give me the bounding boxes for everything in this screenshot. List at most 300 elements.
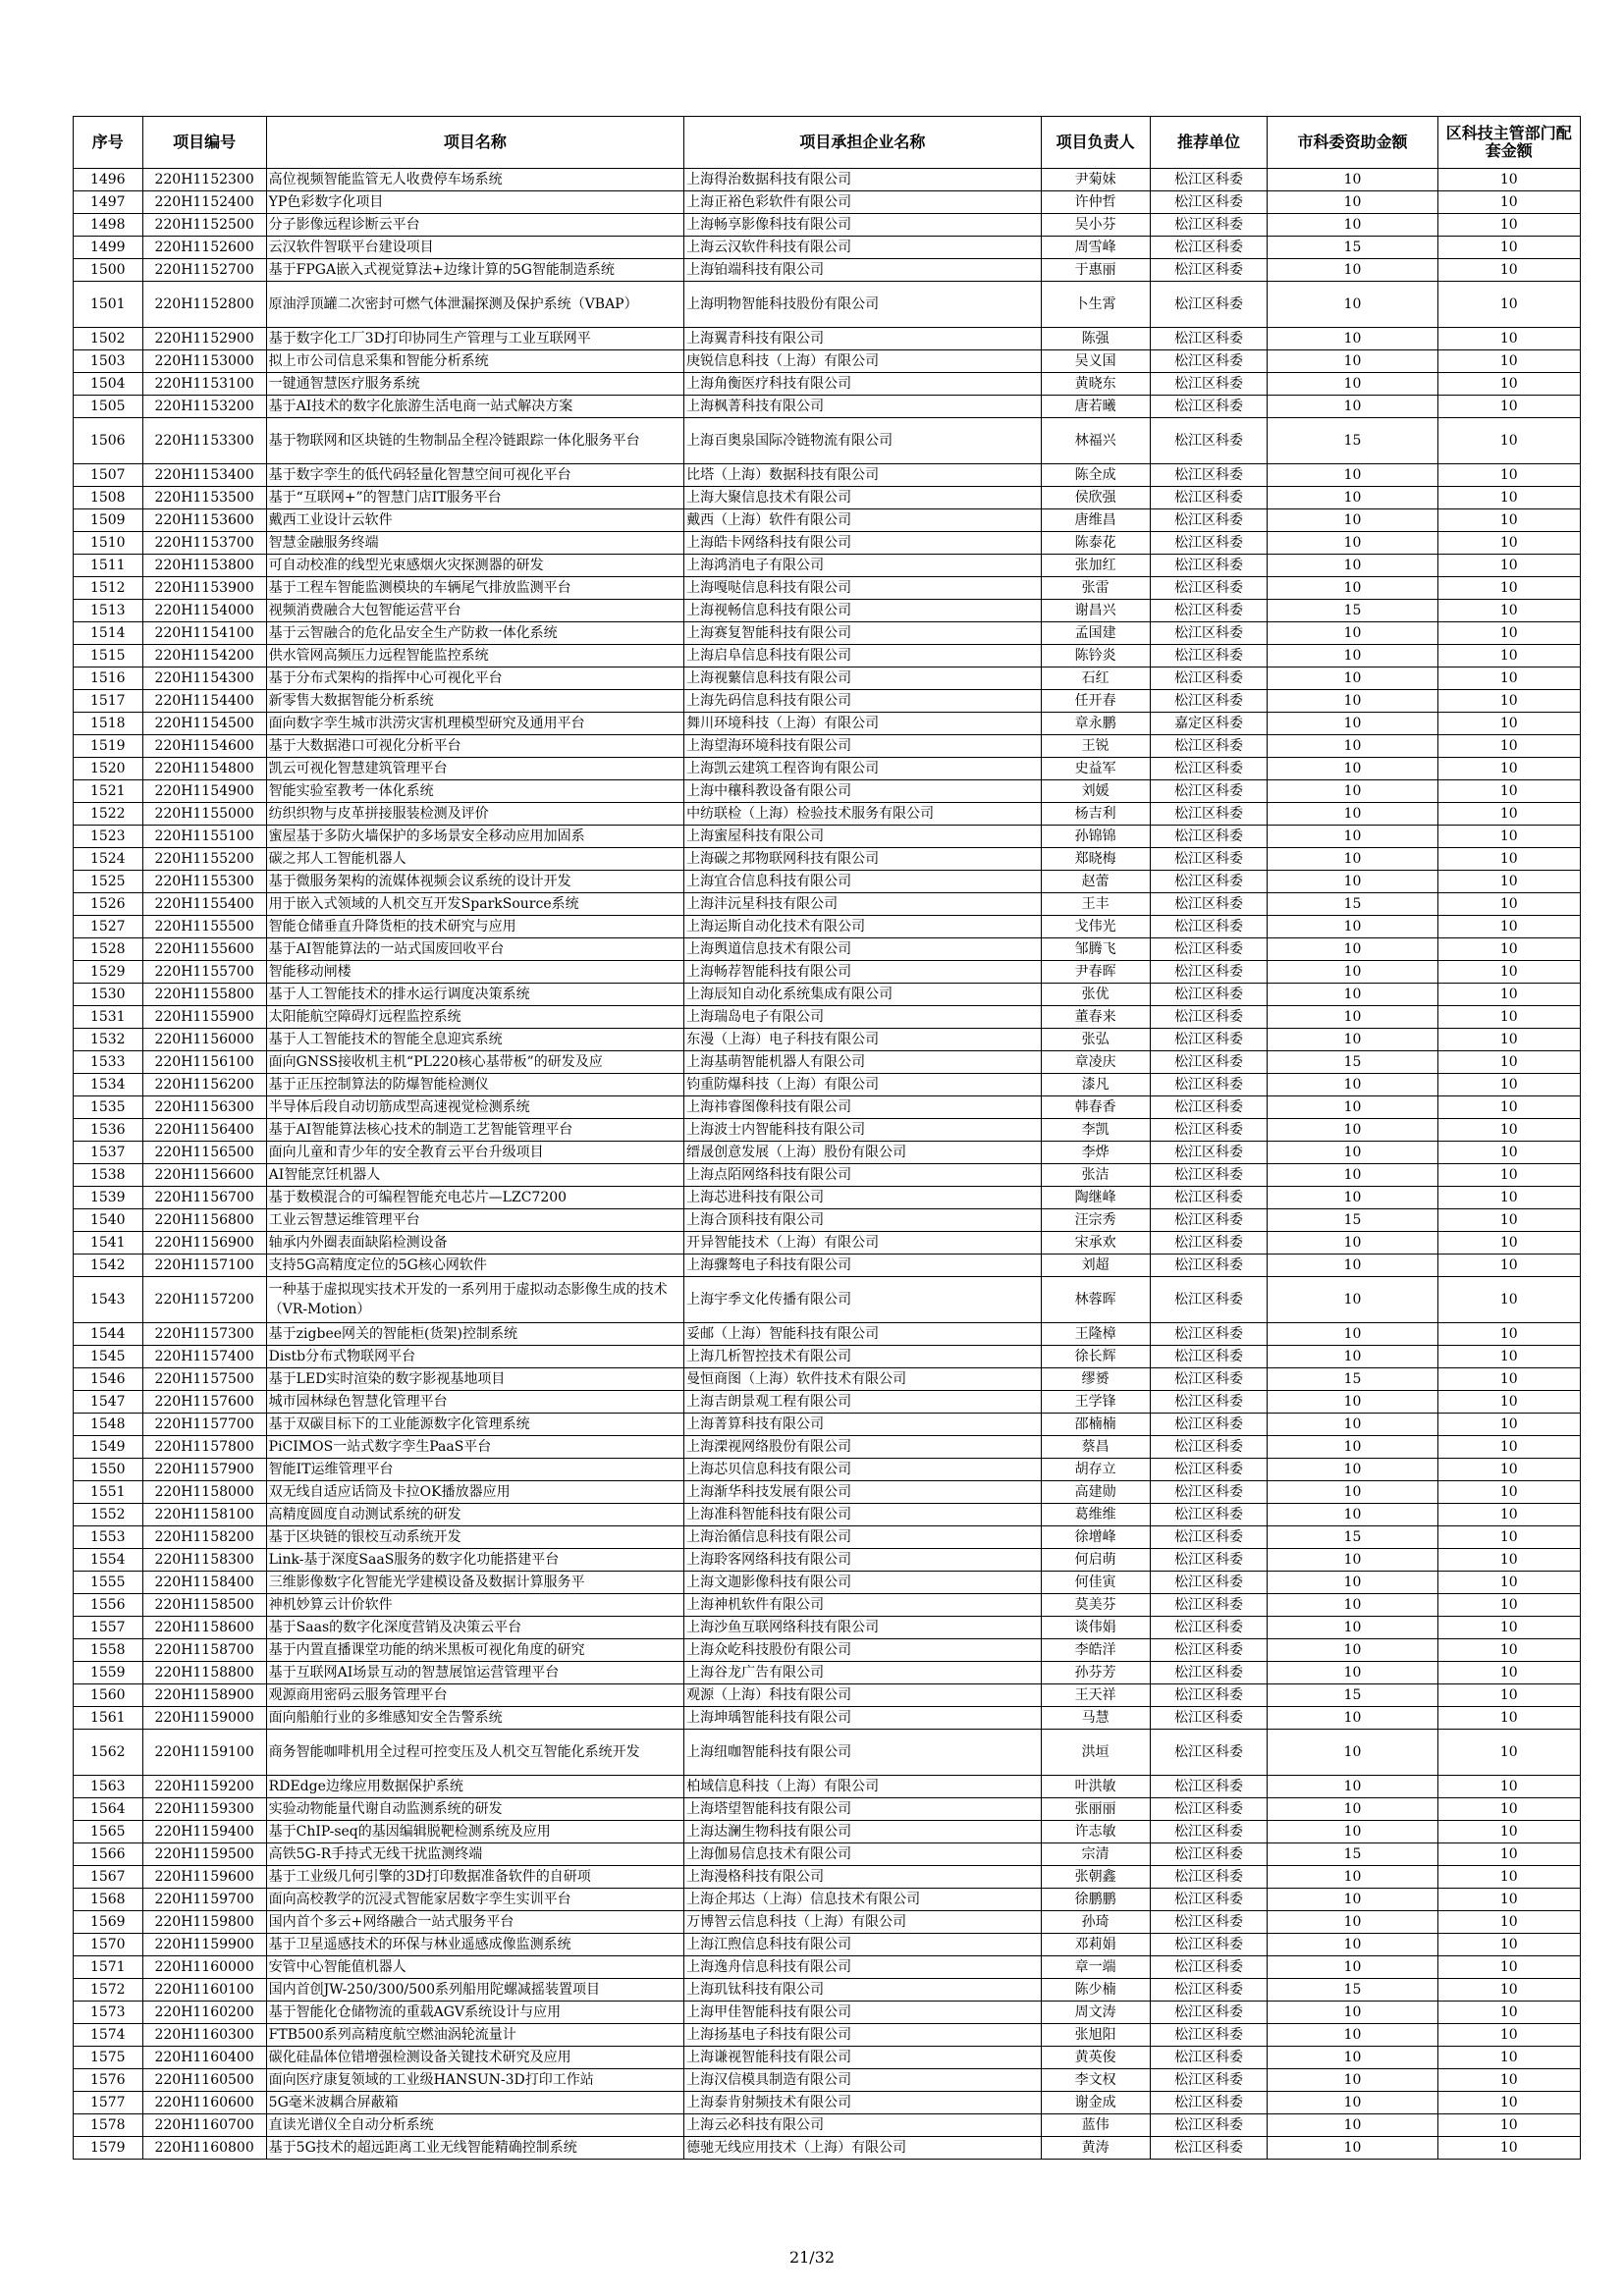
- cell-seq: 1548: [74, 1414, 143, 1436]
- table-row: [74, 396, 1581, 418]
- cell-district-funding: 10: [1437, 237, 1580, 259]
- cell-project-id: 220H1158500: [142, 1594, 266, 1617]
- cell-seq: 1550: [74, 1459, 143, 1481]
- cell-seq: 1496: [74, 169, 143, 191]
- table-row: [74, 418, 1581, 464]
- cell-project-id: 220H1156200: [142, 1074, 266, 1096]
- cell-district-funding: 10: [1437, 577, 1580, 600]
- cell-company: 上海沙鱼互联网络科技有限公司: [684, 1617, 1041, 1639]
- cell-city-funding: 10: [1268, 1029, 1437, 1051]
- cell-project-id: 220H1156400: [142, 1119, 266, 1142]
- cell-project-id: 220H1155400: [142, 893, 266, 916]
- cell-district-funding: 10: [1437, 464, 1580, 487]
- cell-seq: 1542: [74, 1255, 143, 1277]
- cell-leader: 尹春晖: [1041, 961, 1150, 984]
- cell-project-id: 220H1155900: [142, 1006, 266, 1029]
- cell-project-name: 戴西工业设计云软件: [266, 509, 683, 532]
- cell-project-name: 智能移动闸楼: [266, 961, 683, 984]
- cell-leader: 孙锦锦: [1041, 826, 1150, 848]
- cell-district-funding: 10: [1437, 780, 1580, 803]
- cell-company: 上海汉信模具制造有限公司: [684, 2069, 1041, 2092]
- cell-project-name: 基于区块链的银校互动系统开发: [266, 1526, 683, 1549]
- cell-company: 上海辰知自动化系统集成有限公司: [684, 984, 1041, 1006]
- cell-city-funding: 10: [1268, 487, 1437, 509]
- cell-leader: 洪垣: [1041, 1730, 1150, 1776]
- cell-company: 上海蜜屋科技有限公司: [684, 826, 1041, 848]
- cell-recommender: 松江区科委: [1150, 487, 1268, 509]
- cell-project-name: 安管中心智能值机器人: [266, 1956, 683, 1979]
- cell-recommender: 松江区科委: [1150, 418, 1268, 464]
- cell-company: 上海漫格科技有限公司: [684, 1866, 1041, 1889]
- cell-seq: 1574: [74, 2024, 143, 2047]
- cell-leader: 李凯: [1041, 1119, 1150, 1142]
- cell-leader: 任开春: [1041, 690, 1150, 713]
- cell-project-id: 220H1160100: [142, 1979, 266, 2002]
- cell-leader: 王锐: [1041, 735, 1150, 758]
- cell-company: 上海中穰科教设备有限公司: [684, 780, 1041, 803]
- cell-recommender: 松江区科委: [1150, 1187, 1268, 1209]
- cell-seq: 1516: [74, 667, 143, 690]
- cell-city-funding: 15: [1268, 600, 1437, 622]
- cell-city-funding: 10: [1268, 803, 1437, 826]
- cell-project-id: 220H1158600: [142, 1617, 266, 1639]
- cell-leader: 邓莉娟: [1041, 1934, 1150, 1956]
- cell-leader: 张雷: [1041, 577, 1150, 600]
- cell-project-name: 基于智能化仓储物流的重载AGV系统设计与应用: [266, 2002, 683, 2024]
- cell-leader: 宋承欢: [1041, 1232, 1150, 1255]
- cell-project-name: 基于人工智能技术的排水运行调度决策系统: [266, 984, 683, 1006]
- table-row: [74, 780, 1581, 803]
- cell-company: 柏域信息科技（上海）有限公司: [684, 1776, 1041, 1798]
- cell-project-name: 基于FPGA嵌入式视觉算法+边缘计算的5G智能制造系统: [266, 259, 683, 282]
- cell-recommender: 松江区科委: [1150, 1866, 1268, 1889]
- cell-recommender: 松江区科委: [1150, 1934, 1268, 1956]
- cell-leader: 刘媛: [1041, 780, 1150, 803]
- cell-recommender: 松江区科委: [1150, 1956, 1268, 1979]
- table-row: [74, 1006, 1581, 1029]
- cell-seq: 1506: [74, 418, 143, 464]
- cell-leader: 林福兴: [1041, 418, 1150, 464]
- cell-project-id: 220H1159800: [142, 1911, 266, 1934]
- cell-city-funding: 10: [1268, 1934, 1437, 1956]
- table-row: [74, 600, 1581, 622]
- cell-project-id: 220H1153600: [142, 509, 266, 532]
- cell-district-funding: 10: [1437, 713, 1580, 735]
- cell-district-funding: 10: [1437, 214, 1580, 237]
- cell-seq: 1575: [74, 2047, 143, 2069]
- cell-leader: 章凌庆: [1041, 1051, 1150, 1074]
- cell-seq: 1513: [74, 600, 143, 622]
- table-row: [74, 1684, 1581, 1707]
- cell-project-name: 基于工程车智能监测模块的车辆尾气排放监测平台: [266, 577, 683, 600]
- cell-project-id: 220H1160700: [142, 2114, 266, 2137]
- cell-company: 上海赛复智能科技有限公司: [684, 622, 1041, 645]
- cell-project-name: 基于互联网AI场景互动的智慧展馆运营管理平台: [266, 1662, 683, 1684]
- cell-project-id: 220H1158200: [142, 1526, 266, 1549]
- cell-recommender: 松江区科委: [1150, 1006, 1268, 1029]
- cell-district-funding: 10: [1437, 690, 1580, 713]
- cell-leader: 戈伟光: [1041, 916, 1150, 938]
- table-row: [74, 1866, 1581, 1889]
- cell-project-id: 220H1159600: [142, 1866, 266, 1889]
- cell-leader: 杨吉利: [1041, 803, 1150, 826]
- cell-district-funding: 10: [1437, 1821, 1580, 1843]
- table-row: [74, 916, 1581, 938]
- cell-project-id: 220H1155700: [142, 961, 266, 984]
- cell-leader: 陈全成: [1041, 464, 1150, 487]
- cell-district-funding: 10: [1437, 1617, 1580, 1639]
- table-row: [74, 984, 1581, 1006]
- cell-recommender: 松江区科委: [1150, 350, 1268, 373]
- cell-district-funding: 10: [1437, 1481, 1580, 1504]
- cell-project-name: 视频消费融合大包智能运营平台: [266, 600, 683, 622]
- cell-project-id: 220H1155200: [142, 848, 266, 871]
- cell-recommender: 松江区科委: [1150, 600, 1268, 622]
- cell-project-id: 220H1160300: [142, 2024, 266, 2047]
- cell-leader: 于惠丽: [1041, 259, 1150, 282]
- cell-recommender: 松江区科委: [1150, 1526, 1268, 1549]
- table-row: [74, 1776, 1581, 1798]
- cell-district-funding: 10: [1437, 1119, 1580, 1142]
- cell-project-name: PiCIMOS一站式数字孪生PaaS平台: [266, 1436, 683, 1459]
- cell-district-funding: 10: [1437, 1414, 1580, 1436]
- cell-project-name: 基于物联网和区块链的生物制品全程冷链跟踪一体化服务平台: [266, 418, 683, 464]
- table-row: [74, 1639, 1581, 1662]
- cell-recommender: 松江区科委: [1150, 1391, 1268, 1414]
- cell-project-id: 220H1157800: [142, 1436, 266, 1459]
- cell-project-name: 基于ChIP-seq的基因编辑脱靶检测系统及应用: [266, 1821, 683, 1843]
- header-recommender: 推荐单位: [1150, 117, 1268, 169]
- cell-seq: 1535: [74, 1096, 143, 1119]
- cell-recommender: 松江区科委: [1150, 1323, 1268, 1346]
- cell-seq: 1499: [74, 237, 143, 259]
- cell-district-funding: 10: [1437, 600, 1580, 622]
- cell-seq: 1541: [74, 1232, 143, 1255]
- cell-recommender: 松江区科委: [1150, 1889, 1268, 1911]
- cell-recommender: 松江区科委: [1150, 645, 1268, 667]
- cell-project-name: 面向GNSS接收机主机“PL220核心基带板”的研发及应: [266, 1051, 683, 1074]
- cell-project-name: 基于人工智能技术的智能全息迎宾系统: [266, 1029, 683, 1051]
- cell-seq: 1519: [74, 735, 143, 758]
- table-header-row: [74, 117, 1581, 169]
- cell-project-id: 220H1152700: [142, 259, 266, 282]
- cell-recommender: 松江区科委: [1150, 2024, 1268, 2047]
- table-row: [74, 2137, 1581, 2160]
- table-row: [74, 1889, 1581, 1911]
- cell-project-id: 220H1153200: [142, 396, 266, 418]
- cell-seq: 1528: [74, 938, 143, 961]
- cell-city-funding: 15: [1268, 1684, 1437, 1707]
- cell-project-id: 220H1159900: [142, 1934, 266, 1956]
- table-row: [74, 1798, 1581, 1821]
- header-company: 项目承担企业名称: [684, 117, 1041, 169]
- cell-seq: 1518: [74, 713, 143, 735]
- cell-district-funding: 10: [1437, 1843, 1580, 1866]
- table-row: [74, 1934, 1581, 1956]
- cell-project-id: 220H1158400: [142, 1572, 266, 1594]
- cell-project-name: AI智能烹饪机器人: [266, 1164, 683, 1187]
- table-row: [74, 1323, 1581, 1346]
- cell-leader: 蓝伟: [1041, 2114, 1150, 2137]
- cell-city-funding: 10: [1268, 1594, 1437, 1617]
- cell-project-name: 蜜屋基于多防火墙保护的多场景安全移动应用加固系: [266, 826, 683, 848]
- cell-project-id: 220H1153800: [142, 555, 266, 577]
- table-row: [74, 577, 1581, 600]
- cell-city-funding: 10: [1268, 532, 1437, 555]
- cell-project-id: 220H1152400: [142, 191, 266, 214]
- cell-leader: 黄英俊: [1041, 2047, 1150, 2069]
- cell-project-name: 基于数字化工厂3D打印协同生产管理与工业互联网平: [266, 328, 683, 350]
- cell-district-funding: 10: [1437, 2024, 1580, 2047]
- cell-project-id: 220H1156800: [142, 1209, 266, 1232]
- cell-recommender: 松江区科委: [1150, 1459, 1268, 1481]
- cell-project-name: 基于Saas的数字化深度营销及决策云平台: [266, 1617, 683, 1639]
- cell-company: 上海百奥泉国际冷链物流有限公司: [684, 418, 1041, 464]
- cell-project-id: 220H1152900: [142, 328, 266, 350]
- cell-leader: 徐增峰: [1041, 1526, 1150, 1549]
- cell-project-id: 220H1154600: [142, 735, 266, 758]
- cell-seq: 1573: [74, 2002, 143, 2024]
- cell-project-name: 基于AI智能算法的一站式国废回收平台: [266, 938, 683, 961]
- cell-company: 东漫（上海）电子科技有限公司: [684, 1029, 1041, 1051]
- cell-project-id: 220H1158800: [142, 1662, 266, 1684]
- table-row: [74, 871, 1581, 893]
- cell-district-funding: 10: [1437, 1662, 1580, 1684]
- cell-seq: 1511: [74, 555, 143, 577]
- cell-seq: 1538: [74, 1164, 143, 1187]
- cell-project-id: 220H1156300: [142, 1096, 266, 1119]
- cell-recommender: 松江区科委: [1150, 1662, 1268, 1684]
- cell-company: 开异智能技术（上海）有限公司: [684, 1232, 1041, 1255]
- cell-city-funding: 10: [1268, 938, 1437, 961]
- cell-district-funding: 10: [1437, 1594, 1580, 1617]
- cell-project-id: 220H1157900: [142, 1459, 266, 1481]
- cell-leader: 李皓洋: [1041, 1639, 1150, 1662]
- cell-leader: 汪宗秀: [1041, 1209, 1150, 1232]
- cell-city-funding: 10: [1268, 961, 1437, 984]
- cell-project-id: 220H1156000: [142, 1029, 266, 1051]
- cell-leader: 马慧: [1041, 1707, 1150, 1730]
- cell-district-funding: 10: [1437, 1255, 1580, 1277]
- cell-project-name: 支持5G高精度定位的5G核心网软件: [266, 1255, 683, 1277]
- cell-recommender: 松江区科委: [1150, 893, 1268, 916]
- cell-leader: 董春来: [1041, 1006, 1150, 1029]
- cell-project-name: 基于LED实时渲染的数字影视基地项目: [266, 1368, 683, 1391]
- cell-project-name: 一键通智慧医疗服务系统: [266, 373, 683, 396]
- cell-city-funding: 10: [1268, 1776, 1437, 1798]
- cell-city-funding: 10: [1268, 1889, 1437, 1911]
- cell-project-name: 碳之邦人工智能机器人: [266, 848, 683, 871]
- cell-project-id: 220H1153500: [142, 487, 266, 509]
- cell-city-funding: 15: [1268, 1368, 1437, 1391]
- cell-city-funding: 10: [1268, 2047, 1437, 2069]
- cell-company: 上海云汉软件科技有限公司: [684, 237, 1041, 259]
- cell-district-funding: 10: [1437, 1277, 1580, 1323]
- cell-city-funding: 10: [1268, 1187, 1437, 1209]
- cell-project-id: 220H1159500: [142, 1843, 266, 1866]
- cell-seq: 1507: [74, 464, 143, 487]
- cell-recommender: 松江区科委: [1150, 2069, 1268, 2092]
- cell-project-id: 220H1155100: [142, 826, 266, 848]
- cell-seq: 1509: [74, 509, 143, 532]
- cell-project-name: 供水管网高频压力远程智能监控系统: [266, 645, 683, 667]
- cell-recommender: 松江区科委: [1150, 1232, 1268, 1255]
- table-row: [74, 1459, 1581, 1481]
- cell-recommender: 松江区科委: [1150, 758, 1268, 780]
- header-city-funding: 市科委资助金额: [1268, 117, 1437, 169]
- cell-company: 妥邮（上海）智能科技有限公司: [684, 1323, 1041, 1346]
- cell-district-funding: 10: [1437, 509, 1580, 532]
- cell-company: 上海甲佳智能科技有限公司: [684, 2002, 1041, 2024]
- cell-company: 上海合顶科技有限公司: [684, 1209, 1041, 1232]
- cell-project-id: 220H1159700: [142, 1889, 266, 1911]
- cell-recommender: 松江区科委: [1150, 1594, 1268, 1617]
- cell-leader: 何佳寅: [1041, 1572, 1150, 1594]
- cell-company: 钧重防爆科技（上海）有限公司: [684, 1074, 1041, 1096]
- cell-district-funding: 10: [1437, 1979, 1580, 2002]
- cell-project-id: 220H1153100: [142, 373, 266, 396]
- cell-project-name: 基于工业级几何引擎的3D打印数据准备软件的自研项: [266, 1866, 683, 1889]
- cell-project-id: 220H1157100: [142, 1255, 266, 1277]
- cell-leader: 周雪峰: [1041, 237, 1150, 259]
- cell-seq: 1564: [74, 1798, 143, 1821]
- cell-seq: 1531: [74, 1006, 143, 1029]
- cell-project-id: 220H1158000: [142, 1481, 266, 1504]
- cell-project-name: 工业云智慧运维管理平台: [266, 1209, 683, 1232]
- cell-leader: 郑晓梅: [1041, 848, 1150, 871]
- cell-company: 上海基萌智能机器人有限公司: [684, 1051, 1041, 1074]
- cell-leader: 邹腾飞: [1041, 938, 1150, 961]
- cell-project-id: 220H1152600: [142, 237, 266, 259]
- cell-city-funding: 10: [1268, 1436, 1437, 1459]
- cell-district-funding: 10: [1437, 1142, 1580, 1164]
- cell-project-name: 基于“互联网+”的智慧门店IT服务平台: [266, 487, 683, 509]
- cell-district-funding: 10: [1437, 848, 1580, 871]
- cell-company: 上海瑞岛电子有限公司: [684, 1006, 1041, 1029]
- cell-project-id: 220H1156500: [142, 1142, 266, 1164]
- table-row: [74, 555, 1581, 577]
- header-leader: 项目负责人: [1041, 117, 1150, 169]
- cell-project-name: 高精度圆度自动测试系统的研发: [266, 1504, 683, 1526]
- cell-city-funding: 10: [1268, 1617, 1437, 1639]
- cell-leader: 许仲哲: [1041, 191, 1150, 214]
- cell-leader: 张优: [1041, 984, 1150, 1006]
- table-row: [74, 282, 1581, 328]
- cell-project-name: 面向医疗康复领域的工业级HANSUN-3D打印工作站: [266, 2069, 683, 2092]
- table-row: [74, 1617, 1581, 1639]
- cell-recommender: 松江区科委: [1150, 1572, 1268, 1594]
- cell-city-funding: 10: [1268, 1459, 1437, 1481]
- table-row: [74, 1549, 1581, 1572]
- cell-leader: 张加红: [1041, 555, 1150, 577]
- cell-recommender: 松江区科委: [1150, 1617, 1268, 1639]
- cell-seq: 1521: [74, 780, 143, 803]
- table-row: [74, 1074, 1581, 1096]
- cell-city-funding: 10: [1268, 259, 1437, 282]
- cell-district-funding: 10: [1437, 1051, 1580, 1074]
- cell-project-name: 基于云智融合的危化品安全生产防救一体化系统: [266, 622, 683, 645]
- cell-city-funding: 10: [1268, 1142, 1437, 1164]
- cell-district-funding: 10: [1437, 984, 1580, 1006]
- cell-leader: 张旭阳: [1041, 2024, 1150, 2047]
- table-row: [74, 1029, 1581, 1051]
- cell-seq: 1512: [74, 577, 143, 600]
- cell-city-funding: 10: [1268, 169, 1437, 191]
- cell-recommender: 松江区科委: [1150, 259, 1268, 282]
- cell-seq: 1504: [74, 373, 143, 396]
- cell-recommender: 松江区科委: [1150, 464, 1268, 487]
- cell-company: 上海治循信息科技有限公司: [684, 1526, 1041, 1549]
- cell-leader: 孙琦: [1041, 1911, 1150, 1934]
- cell-project-id: 220H1153400: [142, 464, 266, 487]
- cell-recommender: 松江区科委: [1150, 328, 1268, 350]
- cell-project-id: 220H1154100: [142, 622, 266, 645]
- cell-company: 上海扬基电子科技有限公司: [684, 2024, 1041, 2047]
- cell-project-id: 220H1159000: [142, 1707, 266, 1730]
- cell-project-name: 面向高校教学的沉浸式智能家居数字孪生实训平台: [266, 1889, 683, 1911]
- cell-seq: 1566: [74, 1843, 143, 1866]
- cell-city-funding: 10: [1268, 780, 1437, 803]
- cell-city-funding: 10: [1268, 2024, 1437, 2047]
- cell-seq: 1547: [74, 1391, 143, 1414]
- table-row: [74, 826, 1581, 848]
- table-row: [74, 1481, 1581, 1504]
- cell-company: 上海玑钛科技有限公司: [684, 1979, 1041, 2002]
- table-row: [74, 509, 1581, 532]
- cell-seq: 1517: [74, 690, 143, 713]
- table-row: [74, 1911, 1581, 1934]
- cell-company: 上海明物智能科技股份有限公司: [684, 282, 1041, 328]
- table-row: [74, 1594, 1581, 1617]
- cell-leader: 史益军: [1041, 758, 1150, 780]
- cell-project-id: 220H1154200: [142, 645, 266, 667]
- cell-city-funding: 15: [1268, 1051, 1437, 1074]
- cell-recommender: 松江区科委: [1150, 1277, 1268, 1323]
- header-project-name: 项目名称: [266, 117, 683, 169]
- cell-company: 上海泰肯射频技术有限公司: [684, 2092, 1041, 2114]
- cell-project-id: 220H1156600: [142, 1164, 266, 1187]
- cell-leader: 张洁: [1041, 1164, 1150, 1187]
- cell-leader: 孙芬芳: [1041, 1662, 1150, 1684]
- cell-seq: 1559: [74, 1662, 143, 1684]
- cell-seq: 1534: [74, 1074, 143, 1096]
- cell-company: 上海沣沅星科技有限公司: [684, 893, 1041, 916]
- cell-district-funding: 10: [1437, 803, 1580, 826]
- cell-recommender: 松江区科委: [1150, 1843, 1268, 1866]
- cell-project-name: 面向儿童和青少年的安全教育云平台升级项目: [266, 1142, 683, 1164]
- cell-leader: 卜生霄: [1041, 282, 1150, 328]
- cell-leader: 刘超: [1041, 1255, 1150, 1277]
- cell-leader: 孟国建: [1041, 622, 1150, 645]
- table-row: [74, 848, 1581, 871]
- cell-leader: 陈钤炎: [1041, 645, 1150, 667]
- cell-project-id: 220H1158300: [142, 1549, 266, 1572]
- cell-seq: 1505: [74, 396, 143, 418]
- cell-company: 上海聆客网络科技有限公司: [684, 1549, 1041, 1572]
- cell-recommender: 松江区科委: [1150, 577, 1268, 600]
- cell-leader: 缪赟: [1041, 1368, 1150, 1391]
- table-row: [74, 191, 1581, 214]
- table-row: [74, 1707, 1581, 1730]
- cell-seq: 1568: [74, 1889, 143, 1911]
- cell-district-funding: 10: [1437, 328, 1580, 350]
- table-row: [74, 1504, 1581, 1526]
- cell-district-funding: 10: [1437, 645, 1580, 667]
- cell-seq: 1552: [74, 1504, 143, 1526]
- cell-city-funding: 10: [1268, 1277, 1437, 1323]
- cell-seq: 1578: [74, 2114, 143, 2137]
- cell-project-id: 220H1159300: [142, 1798, 266, 1821]
